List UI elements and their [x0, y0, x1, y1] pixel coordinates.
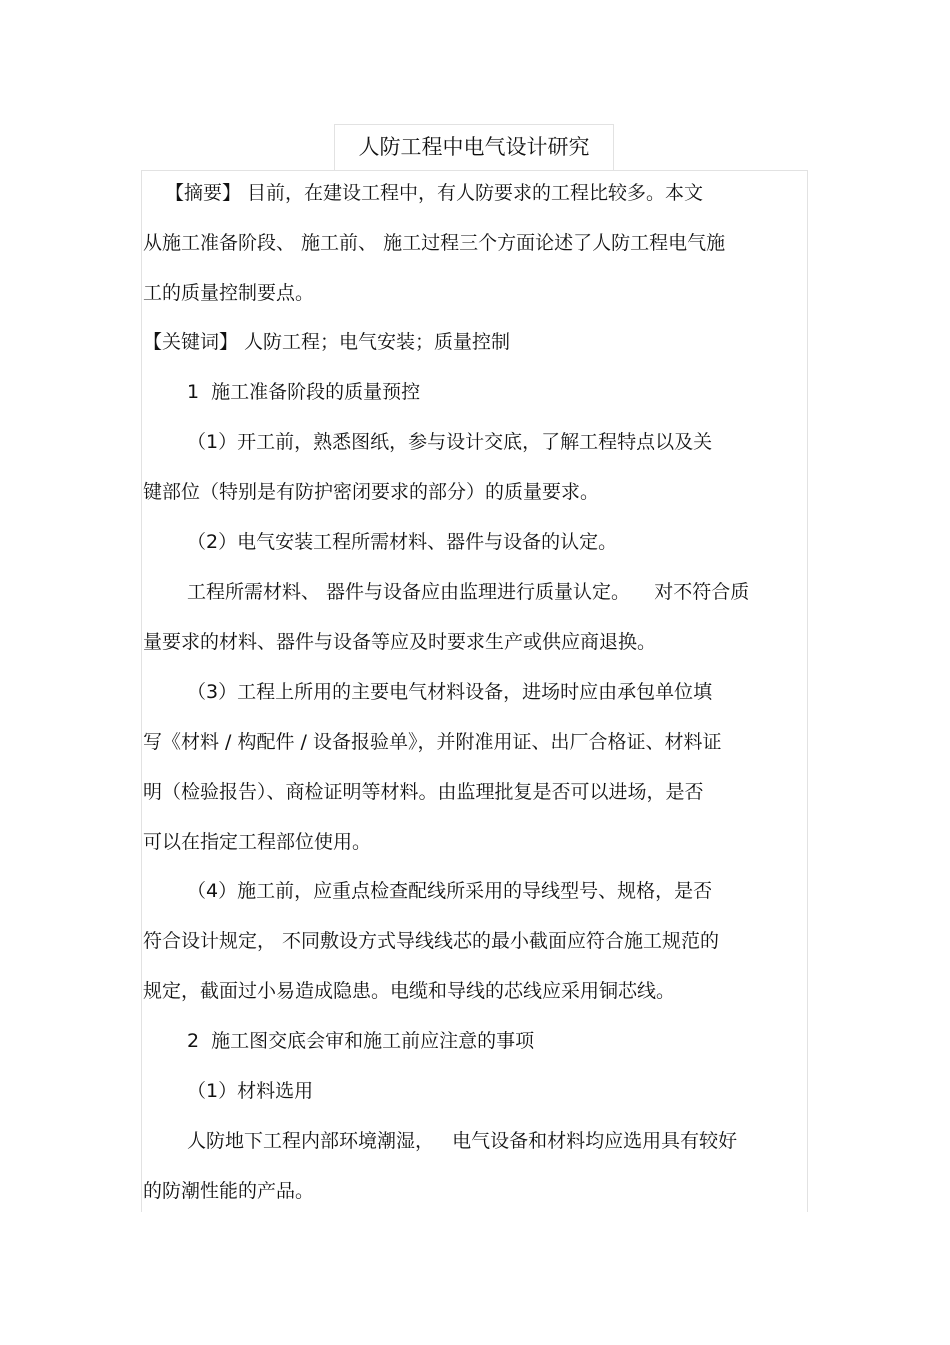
abstract-line-1: 【摘要】 目前，在建设工程中，有人防要求的工程比较多。本文 [165, 182, 704, 204]
paragraph-line: 工程所需材料、 器件与设备应由监理进行质量认定。 对不符合质 [187, 581, 750, 603]
paragraph-line: （2）电气安装工程所需材料、器件与设备的认定。 [187, 531, 618, 553]
paragraph-line: 明（检验报告）、商检证明等材料。由监理批复是否可以进场，是否 [143, 781, 704, 803]
section-heading-2: 2 施工图交底会审和施工前应注意的事项 [187, 1030, 535, 1052]
abstract-line-3: 工的质量控制要点。 [143, 282, 315, 304]
paragraph-line: 写《材料 / 构配件 / 设备报验单》，并附准用证、出厂合格证、材料证 [143, 731, 722, 753]
paragraph-line: 量要求的材料、器件与设备等应及时要求生产或供应商退换。 [143, 631, 657, 653]
paragraph-line: （3）工程上所用的主要电气材料设备，进场时应由承包单位填 [187, 681, 713, 703]
paragraph-line: （4）施工前，应重点检查配线所采用的导线型号、规格，是否 [187, 880, 713, 902]
keywords-line: 【关键词】 人防工程；电气安装；质量控制 [143, 331, 511, 353]
paragraph-line: 的防潮性能的产品。 [143, 1180, 315, 1202]
paragraph-line: （1）开工前，熟悉图纸，参与设计交底，了解工程特点以及关 [187, 431, 713, 453]
paragraph-line: 键部位（特别是有防护密闭要求的部分）的质量要求。 [143, 481, 600, 503]
paragraph-line: 符合设计规定， 不同敷设方式导线线芯的最小截面应符合施工规范的 [143, 930, 720, 952]
paragraph-line: 人防地下工程内部环境潮湿， 电气设备和材料均应选用具有较好 [187, 1130, 738, 1152]
section-heading-1: 1 施工准备阶段的质量预控 [187, 381, 421, 403]
paragraph-line: 规定，截面过小易造成隐患。电缆和导线的芯线应采用铜芯线。 [143, 980, 676, 1002]
abstract-line-2: 从施工准备阶段、 施工前、 施工过程三个方面论述了人防工程电气施 [143, 232, 726, 254]
paragraph-line: 可以在指定工程部位使用。 [143, 831, 372, 853]
document-title: 人防工程中电气设计研究 [358, 135, 590, 159]
paragraph-line: （1）材料选用 [187, 1080, 314, 1102]
